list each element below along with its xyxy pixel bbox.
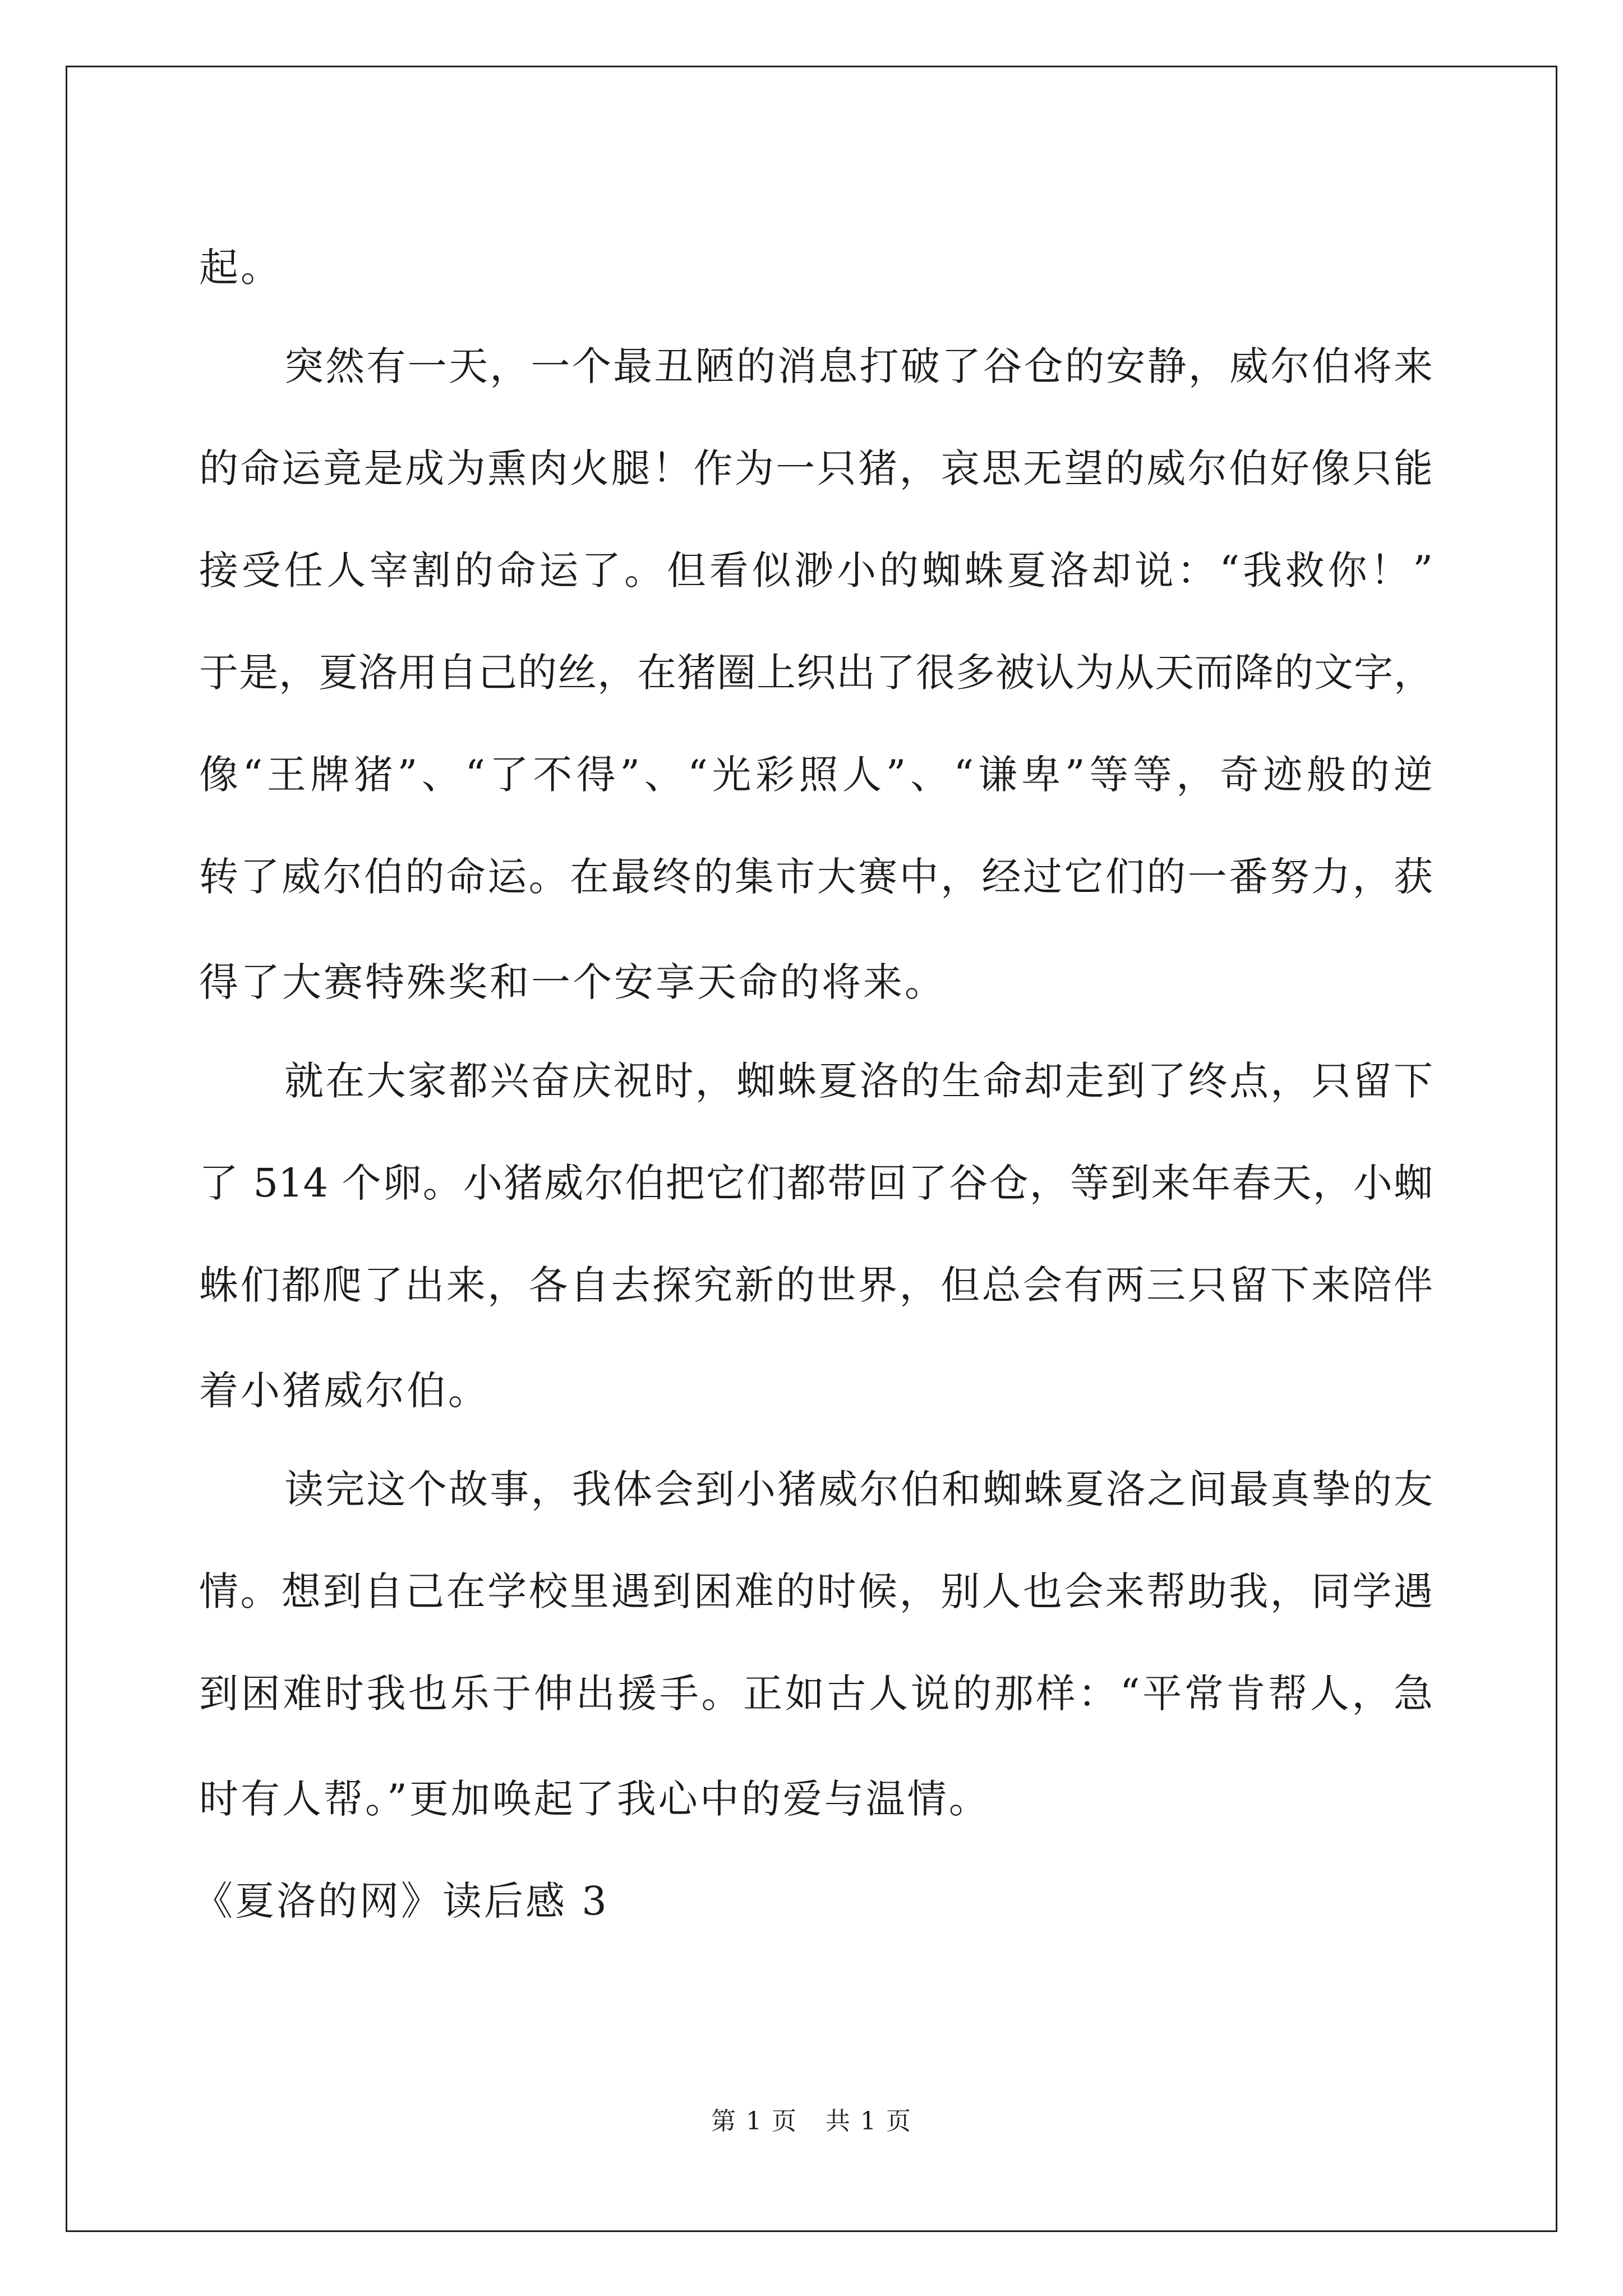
paragraph-line: 到困难时我也乐于伸出援手。正如古人说的那样：“平常肯帮人，急 [199,1671,1433,1717]
paragraph-line: 着小猪威尔伯。 [199,1367,490,1414]
paragraph [199,213,1433,315]
paragraph-line: 时有人帮。”更加唤起了我心中的爱与温情。 [199,1775,990,1822]
paragraph [199,315,1433,1030]
paragraph-line: 蛛们都爬了出来，各自去探究新的世界，但总会有两三只留下来陪伴 [199,1262,1433,1308]
paragraph-line: 突然有一天，一个最丑陋的消息打破了谷仓的安静，威尔伯将来 [284,343,1433,389]
page-footer [0,2101,1623,2137]
document-body [193,213,1433,1949]
section-heading: 《夏洛的网》读后感 3 [193,1878,609,1924]
paragraph-line: 转了威尔伯的命运。在最终的集市大赛中，经过它们的一番努力，获 [199,854,1433,900]
paragraph-line: 就在大家都兴奋庆祝时，蜘蛛夏洛的生命却走到了终点，只留下 [284,1058,1433,1104]
paragraph-line: 的命运竟是成为熏肉火腿！作为一只猪，哀思无望的威尔伯好像只能 [199,445,1433,491]
paragraph-line: 情。想到自己在学校里遇到困难的时候，别人也会来帮助我，同学遇 [199,1568,1433,1614]
paragraph-line: 像“王牌猪”、“了不得”、“光彩照人”、“谦卑”等等，奇迹般的逆 [199,752,1433,798]
paragraphs-container [199,213,1433,1847]
paragraph [199,1030,1433,1438]
page-total-label: 共 1 页 [826,2107,912,2136]
page-current-label: 第 1 页 [711,2107,797,2136]
paragraph-line: 起。 [199,244,282,291]
paragraph-line: 了 514 个卵。小猪威尔伯把它们都带回了谷仓，等到来年春天，小蜘 [199,1160,1433,1206]
paragraph-line: 于是，夏洛用自己的丝，在猪圈上织出了很多被认为从天而降的文字， [199,650,1433,696]
paragraph-line: 读完这个故事，我体会到小猪威尔伯和蜘蛛夏洛之间最真挚的友 [284,1466,1433,1512]
paragraph-line: 接受任人宰割的命运了。但看似渺小的蜘蛛夏洛却说：“我救你！” [199,547,1433,593]
paragraph [199,1438,1433,1847]
paragraph-line: 得了大赛特殊奖和一个安享天命的将来。 [199,959,946,1005]
